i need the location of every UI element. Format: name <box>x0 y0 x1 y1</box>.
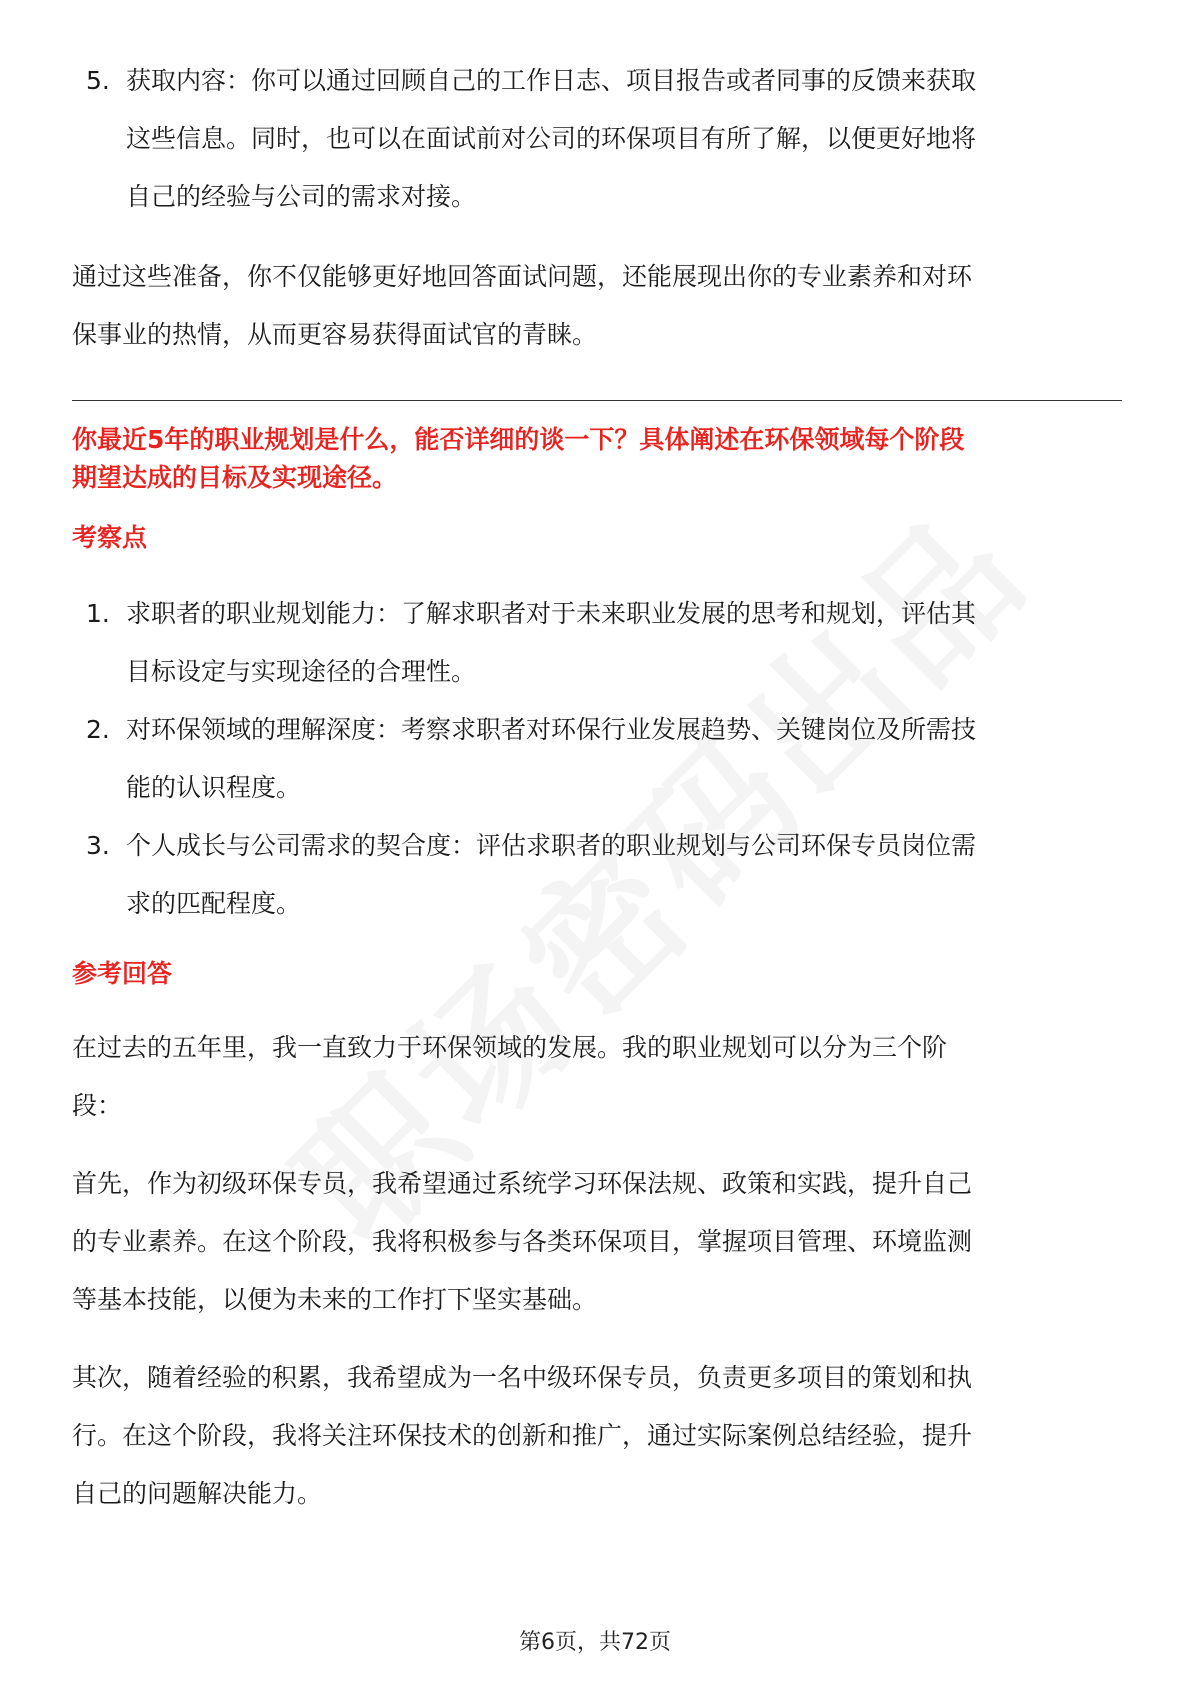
list-number: 1. <box>86 599 110 628</box>
summary-line: 保事业的热情，从而更容易获得面试官的青睐。 <box>72 320 598 349</box>
list-text-line: 个人成长与公司需求的契合度：评估求职者的职业规划与公司环保专员岗位需 <box>126 831 977 860</box>
list-text-line: 目标设定与实现途径的合理性。 <box>126 657 477 686</box>
answer-line: 等基本技能，以便为未来的工作打下坚实基础。 <box>72 1285 598 1314</box>
list-number: 2. <box>86 715 110 744</box>
answer-line: 段： <box>72 1091 123 1120</box>
list-text-line: 求职者的职业规划能力：了解求职者对于未来职业发展的思考和规划，评估其 <box>126 599 977 628</box>
answer-paragraph-1 <box>72 1019 1122 1135</box>
answer-line: 在过去的五年里，我一直致力于环保领域的发展。我的职业规划可以分为三个阶 <box>72 1033 948 1062</box>
exam-point-3 <box>72 817 1122 933</box>
exam-point-2 <box>72 701 1122 817</box>
answer-line: 首先，作为初级环保专员，我希望通过系统学习环保法规、政策和实践，提升自己 <box>72 1169 973 1198</box>
list-text-line: 求的匹配程度。 <box>126 889 302 918</box>
answer-line: 其次，随着经验的积累，我希望成为一名中级环保专员，负责更多项目的策划和执 <box>72 1363 973 1392</box>
list-text-line: 对环保领域的理解深度：考察求职者对环保行业发展趋势、关键岗位及所需技 <box>126 715 977 744</box>
list-item-5 <box>72 52 1122 226</box>
list-number: 5. <box>86 66 110 95</box>
reference-answer-heading: 参考回答 <box>72 959 173 988</box>
exam-point-1 <box>72 585 1122 701</box>
summary-paragraph <box>72 248 1122 364</box>
list-number: 3. <box>86 831 110 860</box>
list-text-line: 能的认识程度。 <box>126 773 302 802</box>
list-text-line: 获取内容：你可以通过回顾自己的工作日志、项目报告或者同事的反馈来获取 <box>126 66 977 95</box>
answer-line: 自己的问题解决能力。 <box>72 1479 323 1508</box>
question-line: 期望达成的目标及实现途径。 <box>72 463 398 492</box>
list-text-line: 自己的经验与公司的需求对接。 <box>126 182 477 211</box>
answer-paragraph-3 <box>72 1349 1122 1523</box>
document-body <box>72 52 1122 1523</box>
list-text-line: 这些信息。同时，也可以在面试前对公司的环保项目有所了解，以便更好地将 <box>126 124 977 153</box>
answer-paragraph-2 <box>72 1155 1122 1329</box>
exam-points-heading: 考察点 <box>72 523 148 552</box>
answer-line: 行。在这个阶段，我将关注环保技术的创新和推广，通过实际案例总结经验，提升 <box>72 1421 973 1450</box>
section-divider <box>72 400 1122 401</box>
answer-line: 的专业素养。在这个阶段，我将积极参与各类环保项目，掌握项目管理、环境监测 <box>72 1227 973 1256</box>
question-line: 你最近5年的职业规划是什么，能否详细的谈一下？具体阐述在环保领域每个阶段 <box>72 425 965 454</box>
question-title <box>72 421 1122 497</box>
page-footer: 第6页，共72页 <box>519 1630 671 1655</box>
summary-line: 通过这些准备，你不仅能够更好地回答面试问题，还能展现出你的专业素养和对环 <box>72 262 973 291</box>
